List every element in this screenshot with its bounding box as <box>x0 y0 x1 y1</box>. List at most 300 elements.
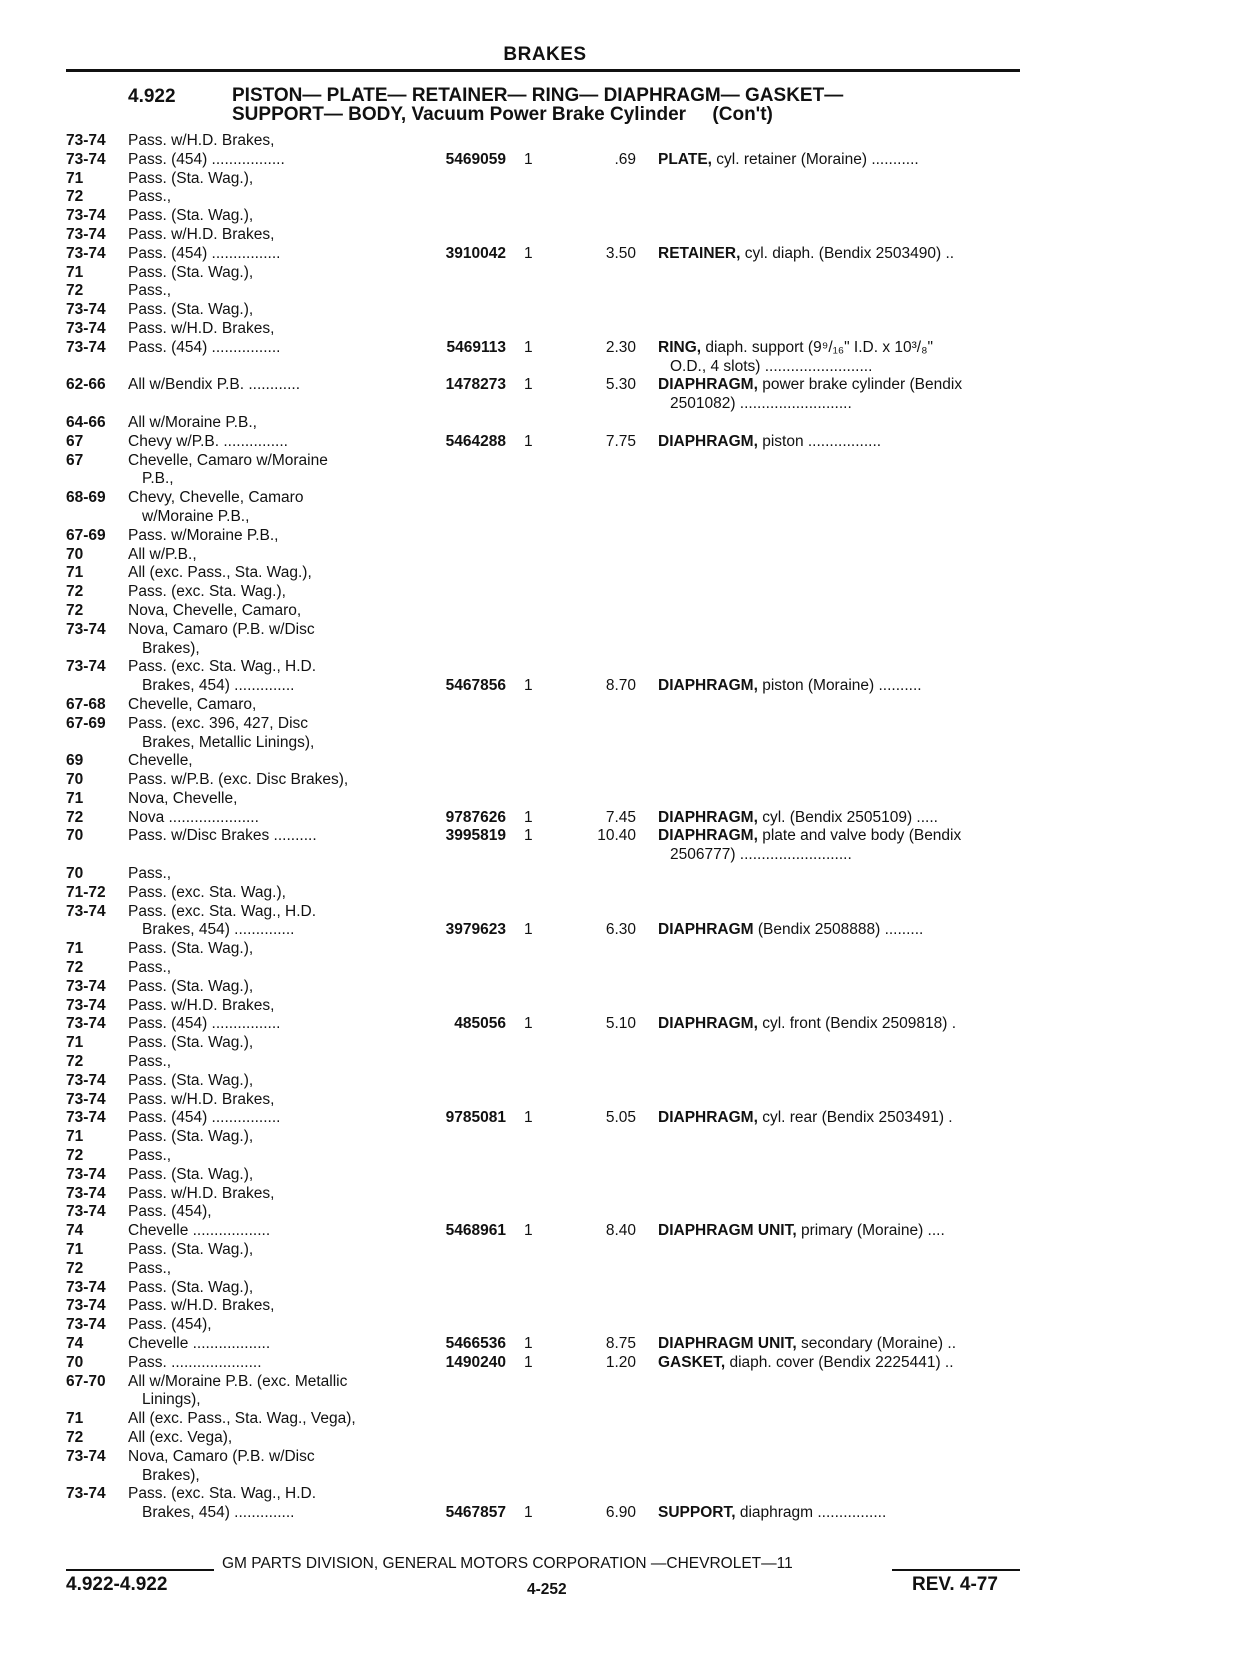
part-detail: cyl. (Bendix 2505109) ..... <box>757 808 938 826</box>
model-year: 67-69 <box>66 714 106 732</box>
model-year: 72 <box>66 1428 84 1446</box>
model-year: 73-74 <box>66 225 106 243</box>
description <box>670 395 1036 414</box>
application: Pass. (Sta. Wag.), <box>128 169 254 187</box>
table-row <box>66 1429 1026 1448</box>
part-number: 1490240 <box>445 1353 506 1371</box>
model-year: 71 <box>66 940 84 958</box>
quantity: 1 <box>524 338 533 356</box>
part-number: 5467857 <box>445 1504 506 1522</box>
part-number: 5469113 <box>446 338 506 356</box>
model-year: 70 <box>66 865 84 883</box>
application: Pass. w/H.D. Brakes, <box>128 1184 275 1202</box>
group-heading <box>232 86 843 124</box>
model-year: 67 <box>66 432 84 450</box>
table-row <box>66 264 1026 283</box>
model-year: 72 <box>66 601 84 619</box>
model-year: 74 <box>66 1335 84 1352</box>
part-name: DIAPHRAGM <box>658 921 754 939</box>
application: Nova, Camaro (P.B. w/Disc <box>128 1447 315 1465</box>
parts-table <box>66 132 1026 1523</box>
part-name: RING, <box>658 338 702 356</box>
table-row <box>66 414 1026 433</box>
header-rule <box>66 69 1020 72</box>
table-row <box>66 940 1026 959</box>
model-year: 71 <box>66 1241 84 1259</box>
table-row <box>66 752 1026 771</box>
part-detail: power brake cylinder (Bendix <box>757 376 963 394</box>
application: Brakes), <box>142 1466 200 1484</box>
part-number: 5468961 <box>445 1222 506 1240</box>
part-number: 3910042 <box>445 244 506 262</box>
application: Pass., <box>128 865 172 883</box>
model-year: 62-66 <box>66 376 106 394</box>
part-detail: O.D., 4 slots) ......................... <box>670 357 873 375</box>
application: Pass. (Sta. Wag.), <box>128 1241 254 1259</box>
application: Pass. (Sta. Wag.), <box>128 207 254 225</box>
table-row <box>66 1279 1026 1298</box>
table-row <box>66 1053 1026 1072</box>
application: All (exc. Vega), <box>128 1428 233 1446</box>
part-name: SUPPORT, <box>658 1504 736 1522</box>
part-detail: 2506777) .......................... <box>670 846 852 864</box>
description <box>658 433 1024 452</box>
quantity: 1 <box>524 432 533 450</box>
description <box>658 921 1024 940</box>
application: Pass. (exc. Sta. Wag.), <box>128 583 286 601</box>
application: Nova ..................... <box>128 808 259 826</box>
table-row <box>66 846 1026 865</box>
application: All w/Moraine P.B. (exc. Metallic <box>128 1372 348 1390</box>
model-year: 73-74 <box>66 1447 106 1465</box>
model-year: 73-74 <box>66 620 106 638</box>
quantity: 1 <box>524 1222 533 1240</box>
table-row <box>66 715 1026 734</box>
footer-group-range: 4.922-4.922 <box>66 1574 168 1595</box>
table-row <box>66 884 1026 903</box>
model-year: 73-74 <box>66 1485 106 1503</box>
model-year: 72 <box>66 1147 84 1165</box>
table-row <box>66 1410 1026 1429</box>
model-year: 72 <box>66 188 84 206</box>
part-name: DIAPHRAGM, <box>658 827 758 845</box>
application: Pass. (exc. Sta. Wag., H.D. <box>128 1485 317 1503</box>
application: Chevelle, <box>128 752 193 770</box>
table-row <box>66 790 1026 809</box>
footer-rule-right <box>892 1569 1020 1571</box>
price: 8.75 <box>605 1335 636 1352</box>
application: Nova, Chevelle, <box>128 789 238 807</box>
quantity: 1 <box>524 1353 533 1371</box>
table-row <box>66 1335 1026 1354</box>
part-number: 9787626 <box>445 808 506 826</box>
price: 10.40 <box>597 827 636 845</box>
quantity: 1 <box>524 1504 533 1522</box>
part-name: DIAPHRAGM, <box>658 432 758 450</box>
table-row <box>66 1091 1026 1110</box>
price: 7.75 <box>605 432 636 450</box>
application: Chevelle .................. <box>128 1335 271 1352</box>
model-year: 73-74 <box>66 1071 106 1089</box>
price: .69 <box>614 150 636 168</box>
application: Pass. w/Moraine P.B., <box>128 526 279 544</box>
application: Pass. (454) ................ <box>128 1109 281 1127</box>
model-year: 72 <box>66 1259 84 1277</box>
table-row <box>66 865 1026 884</box>
table-row <box>66 546 1026 565</box>
application: Pass. (454) ................ <box>128 1015 281 1033</box>
application: Pass., <box>128 1053 172 1071</box>
part-detail: piston (Moraine) .......... <box>757 677 922 695</box>
model-year: 73-74 <box>66 207 106 225</box>
model-year: 71 <box>66 263 84 281</box>
application: Brakes, 454) .............. <box>142 1504 295 1522</box>
part-name: DIAPHRAGM, <box>658 1109 758 1127</box>
table-row <box>66 1354 1026 1373</box>
application: Nova, Camaro (P.B. w/Disc <box>128 620 315 638</box>
part-number: 9785081 <box>445 1109 506 1127</box>
model-year: 73-74 <box>66 301 106 319</box>
table-row <box>66 1297 1026 1316</box>
model-year: 68-69 <box>66 489 106 507</box>
application: Pass., <box>128 282 172 300</box>
model-year: 70 <box>66 545 84 563</box>
model-year: 72 <box>66 583 84 601</box>
application: Pass. w/H.D. Brakes, <box>128 996 275 1014</box>
table-row <box>66 677 1026 696</box>
application: Pass. (454) ................ <box>128 338 281 356</box>
table-row <box>66 1504 1026 1523</box>
model-year: 73-74 <box>66 902 106 920</box>
table-row <box>66 301 1026 320</box>
table-row <box>66 583 1026 602</box>
price: 3.50 <box>605 244 636 262</box>
part-detail: cyl. retainer (Moraine) ........... <box>711 150 919 168</box>
description <box>658 1504 1024 1523</box>
table-row <box>66 1034 1026 1053</box>
table-row <box>66 602 1026 621</box>
table-row <box>66 1109 1026 1128</box>
application: Brakes, Metallic Linings), <box>142 733 315 751</box>
description <box>658 1015 1024 1034</box>
model-year: 71-72 <box>66 883 106 901</box>
table-row <box>66 320 1026 339</box>
table-row <box>66 1391 1026 1410</box>
application: Pass. (exc. Sta. Wag., H.D. <box>128 902 317 920</box>
price: 7.45 <box>605 808 636 826</box>
part-name: RETAINER, <box>658 244 741 262</box>
description <box>658 1335 1024 1354</box>
application: P.B., <box>142 470 174 488</box>
quantity: 1 <box>524 150 533 168</box>
table-row <box>66 658 1026 677</box>
application: Pass. (454) ................ <box>128 244 281 262</box>
model-year: 73-74 <box>66 1297 106 1315</box>
application: Pass. (Sta. Wag.), <box>128 1165 254 1183</box>
table-row <box>66 640 1026 659</box>
table-row <box>66 1185 1026 1204</box>
table-row <box>66 1128 1026 1147</box>
quantity: 1 <box>524 1015 533 1033</box>
application: All w/P.B., <box>128 545 197 563</box>
table-row <box>66 564 1026 583</box>
description <box>658 809 1024 828</box>
part-name: DIAPHRAGM, <box>658 376 758 394</box>
part-detail: piston ................. <box>757 432 882 450</box>
model-year: 72 <box>66 1053 84 1071</box>
model-year: 73-74 <box>66 1165 106 1183</box>
table-row <box>66 470 1026 489</box>
table-row <box>66 339 1026 358</box>
model-year: 73-74 <box>66 996 106 1014</box>
quantity: 1 <box>524 808 533 826</box>
table-row <box>66 1222 1026 1241</box>
footer-page-number: 4-252 <box>527 1581 567 1598</box>
group-number: 4.922 <box>128 86 176 107</box>
model-year: 71 <box>66 1128 84 1146</box>
table-row <box>66 827 1026 846</box>
price: 8.40 <box>605 1222 636 1240</box>
model-year: 73-74 <box>66 658 106 676</box>
group-heading-line-1: PISTON— PLATE— RETAINER— RING— DIAPHRAGM— GASKET— <box>232 85 844 106</box>
description <box>658 677 1024 696</box>
part-name: PLATE, <box>658 150 712 168</box>
model-year: 73-74 <box>66 1278 106 1296</box>
table-row <box>66 282 1026 301</box>
model-year: 67-68 <box>66 695 106 713</box>
table-row <box>66 433 1026 452</box>
model-year: 72 <box>66 282 84 300</box>
part-detail: diaph. cover (Bendix 2225441) .. <box>725 1353 954 1371</box>
part-number: 5469059 <box>445 150 506 168</box>
table-row <box>66 696 1026 715</box>
application: All w/Moraine P.B., <box>128 413 257 431</box>
part-number: 5467856 <box>445 677 506 695</box>
application: Pass., <box>128 188 172 206</box>
model-year: 71 <box>66 169 84 187</box>
application: Pass. (Sta. Wag.), <box>128 1128 254 1146</box>
quantity: 1 <box>524 827 533 845</box>
section-title: BRAKES <box>503 44 587 65</box>
part-detail: (Bendix 2508888) ......... <box>753 921 924 939</box>
part-name: DIAPHRAGM UNIT, <box>658 1222 797 1240</box>
application: Pass. (exc. 396, 427, Disc <box>128 714 309 732</box>
description <box>658 827 1024 846</box>
application: Brakes, 454) .............. <box>142 677 295 695</box>
application: Pass. w/P.B. (exc. Disc Brakes), <box>128 771 349 789</box>
table-row <box>66 245 1026 264</box>
part-number: 485056 <box>454 1015 506 1033</box>
application: Pass., <box>128 1259 172 1277</box>
application: Pass. ..................... <box>128 1353 262 1371</box>
table-row <box>66 527 1026 546</box>
table-row <box>66 1373 1026 1392</box>
model-year: 71 <box>66 1410 84 1428</box>
application: Pass., <box>128 959 172 977</box>
part-detail: 2501082) .......................... <box>670 395 852 413</box>
table-row <box>66 1467 1026 1486</box>
part-detail: secondary (Moraine) .. <box>796 1335 957 1352</box>
part-number: 1478273 <box>445 376 506 394</box>
table-row <box>66 1147 1026 1166</box>
table-row <box>66 809 1026 828</box>
table-row <box>66 132 1026 151</box>
part-detail: diaphragm ................ <box>735 1504 887 1522</box>
model-year: 74 <box>66 1222 84 1240</box>
quantity: 1 <box>524 677 533 695</box>
part-detail: cyl. rear (Bendix 2503491) . <box>757 1109 953 1127</box>
table-row <box>66 489 1026 508</box>
table-row <box>66 170 1026 189</box>
model-year: 73-74 <box>66 132 106 149</box>
application: Pass. (454), <box>128 1203 212 1221</box>
application: Linings), <box>142 1391 201 1409</box>
model-year: 73-74 <box>66 1015 106 1033</box>
table-row <box>66 395 1026 414</box>
table-row <box>66 1241 1026 1260</box>
table-row <box>66 151 1026 170</box>
model-year: 71 <box>66 564 84 582</box>
table-row <box>66 734 1026 753</box>
application: All (exc. Pass., Sta. Wag., Vega), <box>128 1410 356 1428</box>
model-year: 73-74 <box>66 1109 106 1127</box>
quantity: 1 <box>524 376 533 394</box>
table-row <box>66 1448 1026 1467</box>
application: Chevy, Chevelle, Camaro <box>128 489 304 507</box>
model-year: 71 <box>66 1034 84 1052</box>
table-row <box>66 226 1026 245</box>
price: 6.30 <box>605 921 636 939</box>
model-year: 73-74 <box>66 319 106 337</box>
model-year: 70 <box>66 827 84 845</box>
application: Pass. (Sta. Wag.), <box>128 977 254 995</box>
footer-text: GM PARTS DIVISION, GENERAL MOTORS CORPORATION —CHEVROLET—11 <box>222 1555 793 1572</box>
description <box>658 151 1024 170</box>
description <box>658 1222 1024 1241</box>
model-year: 73-74 <box>66 1203 106 1221</box>
quantity: 1 <box>524 1109 533 1127</box>
table-row <box>66 1015 1026 1034</box>
model-year: 73-74 <box>66 977 106 995</box>
part-name: DIAPHRAGM, <box>658 677 758 695</box>
table-row <box>66 997 1026 1016</box>
price: 5.05 <box>605 1109 636 1127</box>
application: Pass. w/H.D. Brakes, <box>128 1090 275 1108</box>
part-detail: cyl. front (Bendix 2509818) . <box>757 1015 957 1033</box>
model-year: 72 <box>66 808 84 826</box>
application: Pass. (Sta. Wag.), <box>128 1071 254 1089</box>
description <box>658 1109 1024 1128</box>
quantity: 1 <box>524 921 533 939</box>
description <box>658 1354 1024 1373</box>
application: Pass. w/H.D. Brakes, <box>128 132 275 149</box>
price: 6.90 <box>605 1504 636 1522</box>
application: Brakes), <box>142 639 200 657</box>
application: Pass. (454), <box>128 1316 212 1334</box>
table-row <box>66 376 1026 395</box>
quantity: 1 <box>524 1335 533 1352</box>
model-year: 73-74 <box>66 1316 106 1334</box>
application: Pass. w/H.D. Brakes, <box>128 225 275 243</box>
table-row <box>66 1072 1026 1091</box>
application: Pass. (Sta. Wag.), <box>128 940 254 958</box>
table-row <box>66 508 1026 527</box>
application: Pass. w/H.D. Brakes, <box>128 319 275 337</box>
model-year: 73-74 <box>66 150 106 168</box>
part-detail: cyl. diaph. (Bendix 2503490) .. <box>740 244 955 262</box>
quantity: 1 <box>524 244 533 262</box>
part-number: 3995819 <box>445 827 506 845</box>
table-row <box>66 1316 1026 1335</box>
application: w/Moraine P.B., <box>142 507 250 525</box>
table-row <box>66 207 1026 226</box>
table-row <box>66 188 1026 207</box>
table-row <box>66 1485 1026 1504</box>
table-row <box>66 452 1026 471</box>
part-name: DIAPHRAGM, <box>658 1015 758 1033</box>
application: Brakes, 454) .............. <box>142 921 295 939</box>
application: All w/Bendix P.B. ............ <box>128 376 301 394</box>
part-detail: plate and valve body (Bendix <box>757 827 962 845</box>
table-row <box>66 959 1026 978</box>
table-row <box>66 903 1026 922</box>
description <box>670 358 1036 377</box>
group-heading-line-2: SUPPORT— BODY, Vacuum Power Brake Cylinder (Con't) <box>232 104 773 125</box>
footer-revision: REV. 4-77 <box>912 1574 998 1595</box>
part-name: GASKET, <box>658 1353 726 1371</box>
table-row <box>66 1166 1026 1185</box>
price: 2.30 <box>605 338 636 356</box>
description <box>658 245 1024 264</box>
application: Chevelle, Camaro, <box>128 695 257 713</box>
footer-rule-left <box>66 1569 214 1571</box>
table-row <box>66 358 1026 377</box>
application: Pass. (exc. Sta. Wag.), <box>128 883 286 901</box>
description <box>658 376 1024 395</box>
model-year: 67-69 <box>66 526 106 544</box>
table-row <box>66 978 1026 997</box>
model-year: 71 <box>66 789 84 807</box>
part-number: 3979623 <box>445 921 506 939</box>
part-name: DIAPHRAGM, <box>658 808 758 826</box>
application: Pass. (Sta. Wag.), <box>128 301 254 319</box>
table-row <box>66 1203 1026 1222</box>
model-year: 70 <box>66 771 84 789</box>
price: 5.10 <box>605 1015 636 1033</box>
application: Pass. w/Disc Brakes .......... <box>128 827 317 845</box>
application: Pass. (Sta. Wag.), <box>128 263 254 281</box>
application: Pass. (Sta. Wag.), <box>128 1278 254 1296</box>
model-year: 72 <box>66 959 84 977</box>
application: Pass. (exc. Sta. Wag., H.D. <box>128 658 317 676</box>
model-year: 67-70 <box>66 1372 106 1390</box>
application: Pass. (454) ................. <box>128 150 285 168</box>
application: Chevelle .................. <box>128 1222 271 1240</box>
part-name: DIAPHRAGM UNIT, <box>658 1335 797 1352</box>
table-row <box>66 771 1026 790</box>
application: Pass. w/H.D. Brakes, <box>128 1297 275 1315</box>
table-row <box>66 921 1026 940</box>
application: Chevy w/P.B. ............... <box>128 432 288 450</box>
model-year: 73-74 <box>66 338 106 356</box>
part-detail: diaph. support (9⁹/₁₆" I.D. x 10³/₈" <box>701 338 934 356</box>
price: 8.70 <box>605 677 636 695</box>
description <box>658 339 1024 358</box>
application: All (exc. Pass., Sta. Wag.), <box>128 564 312 582</box>
price: 1.20 <box>605 1353 636 1371</box>
part-number: 5464288 <box>445 432 506 450</box>
application: Chevelle, Camaro w/Moraine <box>128 451 328 469</box>
